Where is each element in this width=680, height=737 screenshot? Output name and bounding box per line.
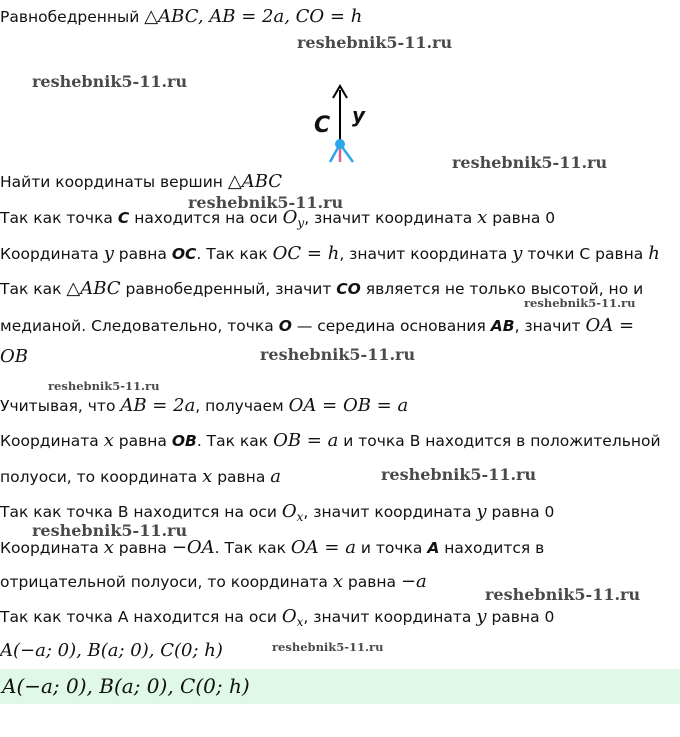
text-line-12: отрицательной полуоси, то координата x равна −a bbox=[0, 571, 427, 592]
watermark: reshebnik5-11.ru bbox=[48, 379, 160, 393]
point-c-label: C bbox=[314, 113, 331, 138]
text-line-11: Координата x равна −OA. Так как OA = a и точка A находится в bbox=[0, 537, 545, 558]
watermark: reshebnik5-11.ru bbox=[524, 296, 636, 310]
y-axis-diagram bbox=[308, 82, 378, 168]
watermark: reshebnik5-11.ru bbox=[32, 521, 188, 540]
text-line-find: Найти координаты вершин △ABC bbox=[0, 171, 283, 192]
text-line-8: Координата x равна OB. Так как OB = a и точка B находится в положительной bbox=[0, 430, 661, 451]
watermark: reshebnik5-11.ru bbox=[188, 193, 344, 212]
text-line-4: Так как △ABC равнобедренный, значит CO является не только высотой, но и bbox=[0, 278, 644, 299]
answer-text: A(−a; 0), B(a; 0), C(0; h) bbox=[2, 674, 250, 698]
text-line-6: OB bbox=[0, 346, 28, 367]
text-line-3: Координата y равна OC. Так как OC = h, значит координата y точки C равна h bbox=[0, 243, 660, 264]
watermark: reshebnik5-11.ru bbox=[452, 153, 608, 172]
point-c bbox=[335, 139, 345, 149]
watermark: reshebnik5-11.ru bbox=[32, 72, 188, 91]
text-line-7: Учитывая, что AB = 2a, получаем OA = OB = a bbox=[0, 395, 409, 416]
text-line-10: Так как точка B находится на оси $O_x$, значит координата y равна 0 bbox=[0, 501, 555, 525]
y-axis-label: y bbox=[352, 103, 366, 127]
watermark: reshebnik5-11.ru bbox=[381, 465, 537, 484]
text-line-coords: A(−a; 0), B(a; 0), C(0; h) bbox=[0, 640, 223, 661]
text-line-5: медианой. Следовательно, точка O — середина основания AB, значит OA = bbox=[0, 315, 635, 336]
text-line-given: Равнобедренный △ABC, AB = 2a, CO = h bbox=[0, 6, 363, 27]
watermark: reshebnik5-11.ru bbox=[272, 640, 384, 654]
axis-figure bbox=[308, 82, 378, 168]
watermark: reshebnik5-11.ru bbox=[297, 33, 453, 52]
text-line-2: Так как точка C находится на оси $O_y$, значит координата x равна 0 bbox=[0, 207, 556, 231]
answer-box bbox=[0, 669, 680, 704]
text-line-9: полуоси, то координата x равна a bbox=[0, 466, 281, 487]
text-line-13: Так как точка A находится на оси $O_x$, значит координата y равна 0 bbox=[0, 606, 555, 630]
watermark: reshebnik5-11.ru bbox=[485, 585, 641, 604]
watermark: reshebnik5-11.ru bbox=[260, 345, 416, 364]
